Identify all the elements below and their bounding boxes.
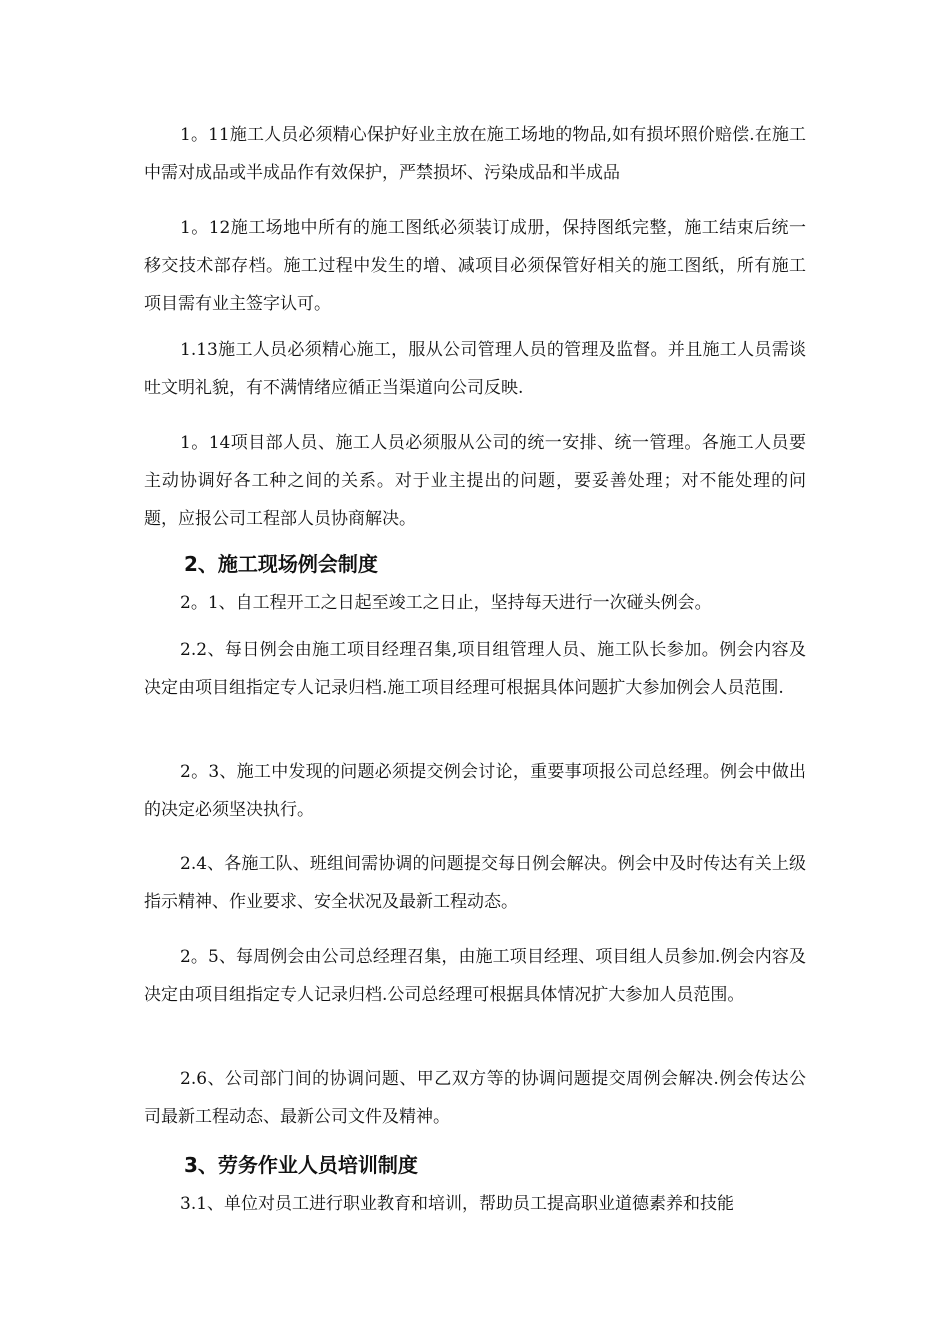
paragraph-2-1: 2。1、自工程开工之日起至竣工之日止，坚持每天进行一次碰头例会。	[180, 593, 712, 613]
paragraph-1-12: 1。12施工场地中所有的施工图纸必须装订成册，保持图纸完整，施工结束后统一移交技术部存档。施工过程中发生的增、减项目必须保管好相关的施工图纸，所有施工项目需有业主签字认可。	[144, 218, 806, 314]
paragraph-3-1: 3.1、单位对员工进行职业教育和培训，帮助员工提高职业道德素养和技能	[180, 1194, 735, 1214]
section-2-heading: 2、施工现场例会制度	[184, 552, 378, 576]
paragraph-1-14: 1。14项目部人员、施工人员必须服从公司的统一安排、统一管理。各施工人员要主动协调好各工种之间的关系。对于业主提出的问题，要妥善处理；对不能处理的问题，应报公司工程部人员协商解决。	[144, 433, 806, 529]
paragraph-2-6: 2.6、公司部门间的协调问题、甲乙双方等的协调问题提交周例会解决.例会传达公司最新工程动态、最新公司文件及精神。	[144, 1069, 806, 1127]
paragraph-2-5: 2。5、每周例会由公司总经理召集，由施工项目经理、项目组人员参加.例会内容及决定由项目组指定专人记录归档.公司总经理可根据具体情况扩大参加人员范围。	[144, 947, 806, 1005]
paragraph-2-4: 2.4、各施工队、班组间需协调的问题提交每日例会解决。例会中及时传达有关上级指示精神、作业要求、安全状况及最新工程动态。	[144, 854, 806, 912]
paragraph-1-11: 1。11施工人员必须精心保护好业主放在施工场地的物品,如有损坏照价赔偿.在施工中需对成品或半成品作有效保护，严禁损坏、污染成品和半成品	[144, 125, 806, 183]
paragraph-2-3: 2。3、施工中发现的问题必须提交例会讨论，重要事项报公司总经理。例会中做出的决定必须坚决执行。	[144, 762, 806, 820]
paragraph-2-2: 2.2、每日例会由施工项目经理召集,项目组管理人员、施工队长参加。例会内容及决定由项目组指定专人记录归档.施工项目经理可根据具体问题扩大参加例会人员范围.	[144, 640, 806, 698]
paragraph-1-13: 1.13施工人员必须精心施工，服从公司管理人员的管理及监督。并且施工人员需谈吐文明礼貌，有不满情绪应循正当渠道向公司反映.	[144, 340, 806, 398]
section-3-heading: 3、劳务作业人员培训制度	[184, 1153, 418, 1177]
